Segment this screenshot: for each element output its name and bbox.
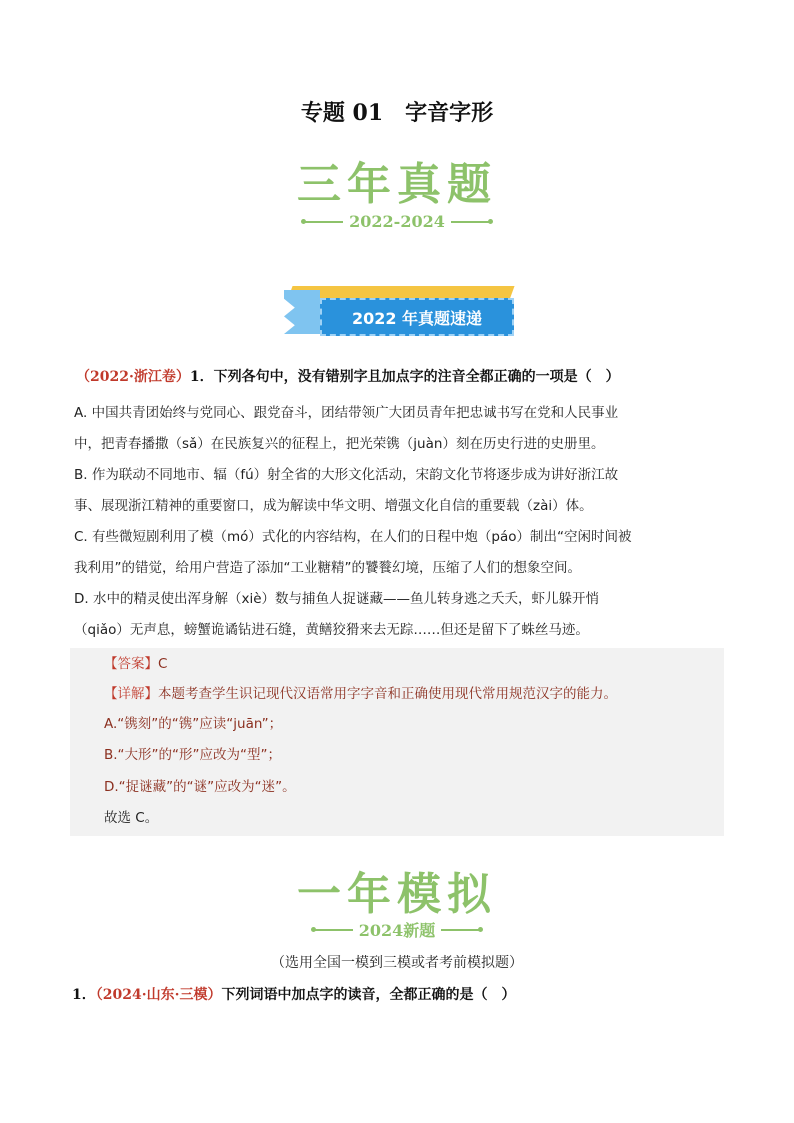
conclusion: 故选 C。	[104, 810, 159, 826]
answer-label: 【答案】	[104, 656, 158, 672]
new-questions-label: 2024新题	[358, 921, 436, 940]
selection-note: （选用全国一模到三模或者考前模拟题）	[271, 955, 523, 971]
left-dash-decoration	[315, 929, 353, 931]
question-2-text: 下列词语中加点字的读音，全都正确的是（ ）	[221, 987, 516, 1003]
detail-item-a: A.“镌刻”的“镌”应读“juān”；	[104, 716, 283, 732]
detail-text: 本题考查学生识记现代汉语常用字字音和正确使用现代常用规范汉字的能力。	[158, 686, 617, 702]
section-heading-three-years: 三年真题	[297, 159, 497, 210]
section-subheading-years	[0, 212, 794, 231]
banner-label: 2022 年真题速递	[320, 298, 514, 336]
option-a-line2: 中，把青春播撒（sǎ）在民族复兴的征程上，把光荣镌（juàn）刻在历史行进的史册里。	[74, 436, 605, 452]
option-b	[74, 460, 724, 522]
right-dash-decoration	[441, 929, 479, 931]
banner-ribbon-tab	[284, 290, 320, 334]
question-2-number: 1．	[72, 987, 96, 1003]
option-d	[74, 584, 724, 646]
page-title: 专题 01 字音字形	[300, 100, 494, 126]
option-b-line2: 事、展现浙江精神的重要窗口，成为解读中华文明、增强文化自信的重要载（zài）体。	[74, 498, 593, 514]
year-banner	[284, 284, 514, 340]
question-1	[76, 366, 736, 386]
question-1-text: 1．下列各句中，没有错别字且加点字的注音全都正确的一项是（ ）	[189, 369, 620, 385]
option-c	[74, 522, 724, 584]
detail-line	[104, 682, 617, 702]
answer-value: C	[158, 656, 168, 672]
option-a-line1: A. 中国共青团始终与党同心、跟党奋斗，团结带领广大团员青年把忠诚书写在党和人民事业	[74, 405, 619, 421]
right-dash-decoration	[451, 221, 489, 223]
years-label: 2022-2024	[349, 212, 445, 231]
option-b-line1: B. 作为联动不同地市、辐（fú）射全省的大形文化活动，宋韵文化节将逐步成为讲好浙江故	[74, 467, 619, 483]
section-heading-one-year: 一年模拟	[297, 869, 497, 920]
option-d-line2: （qiǎo）无声息，螃蟹诡谲钻进石缝，黄鳝狡猾来去无踪……但还是留下了蛛丝马迹。	[74, 622, 589, 638]
left-dash-decoration	[305, 221, 343, 223]
detail-item-d: D.“捉谜藏”的“谜”应改为“迷”。	[104, 779, 296, 795]
detail-label: 【详解】	[104, 686, 158, 702]
detail-item-b: B.“大形”的“形”应改为“型”；	[104, 747, 282, 763]
option-a	[74, 398, 724, 460]
question-2	[72, 984, 732, 1004]
option-d-line1: D. 水中的精灵使出浑身解（xiè）数与捕鱼人捉谜藏——鱼儿转身逃之夭夭，虾儿躲开悄	[74, 591, 600, 607]
answer-line	[104, 652, 167, 672]
section-subheading-new	[0, 918, 794, 941]
question-2-source: （2024·山东·三模）	[95, 987, 222, 1003]
option-c-line1: C. 有些微短剧利用了模（mó）式化的内容结构，在人们的日程中炮（páo）制出“空闲时间被	[74, 529, 632, 545]
answer-box	[70, 648, 724, 836]
question-1-source: （2022·浙江卷）	[76, 369, 190, 385]
option-c-line2: 我利用”的错觉，给用户营造了添加“工业糖精”的饕餮幻境，压缩了人们的想象空间。	[74, 560, 581, 576]
